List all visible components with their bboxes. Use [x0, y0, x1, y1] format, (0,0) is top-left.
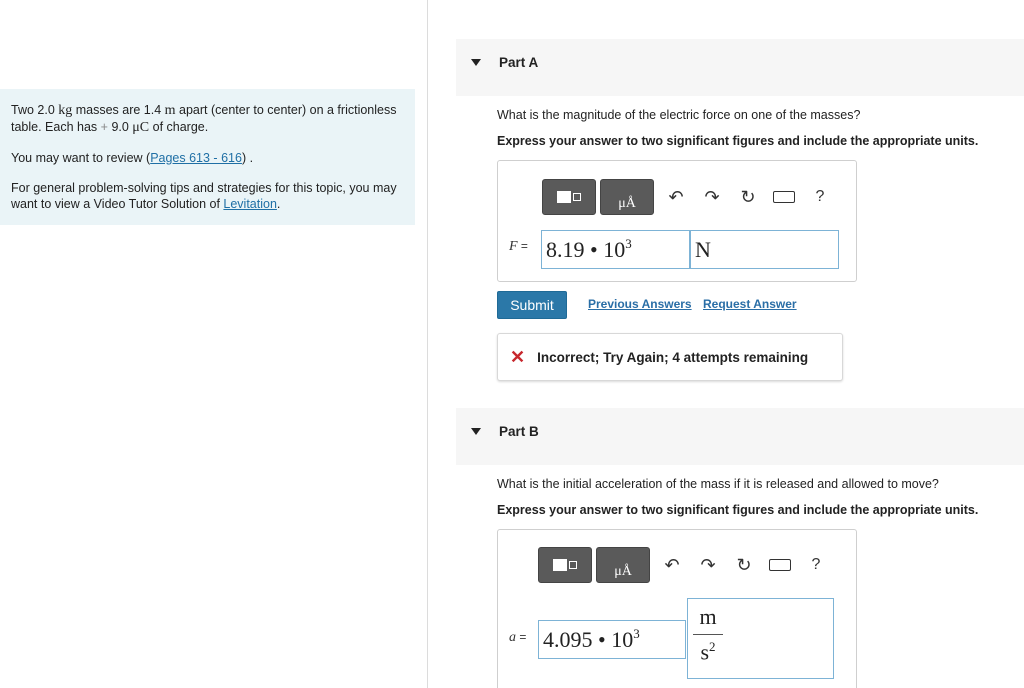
help-icon[interactable]: ?: [811, 556, 821, 573]
part-b-answer-box: [497, 529, 857, 688]
problem-statement: [0, 89, 415, 225]
value-input[interactable]: 8.19 • 10 $^3$: [541, 230, 690, 269]
units-icon: μÅ: [618, 196, 636, 211]
force-label: F =: [509, 239, 528, 254]
part-a-question: What is the magnitude of the electric force on one of the masses?: [497, 108, 861, 122]
reset-icon[interactable]: ↻: [736, 554, 752, 575]
part-a-instruction: Express your answer to two significant figures and include the appropriate units.: [497, 134, 979, 148]
caret-down-icon[interactable]: [471, 428, 481, 435]
reset-icon[interactable]: ↻: [740, 186, 756, 207]
math-toolbar: [542, 179, 838, 215]
templates-icon: [557, 191, 571, 203]
keyboard-button[interactable]: [766, 179, 802, 215]
templates-button[interactable]: [542, 179, 596, 215]
part-b-header[interactable]: [456, 408, 1024, 465]
review-text: You may want to review (Pages 613 - 616) .: [11, 151, 254, 165]
units-button[interactable]: [600, 179, 654, 215]
value-input[interactable]: 4.095 • 10 $^3$: [538, 620, 686, 659]
keyboard-icon: [769, 559, 791, 571]
templates-button[interactable]: [538, 547, 592, 583]
math-toolbar: [538, 547, 834, 583]
part-b-question: What is the initial acceleration of the mass if it is released and allowed to move?: [497, 477, 939, 491]
unit-fraction: m $s^2$: [693, 604, 723, 665]
left-pane: [0, 0, 428, 688]
part-b-instruction: Express your answer to two significant figures and include the appropriate units.: [497, 503, 979, 517]
acceleration-label: a =: [509, 630, 527, 645]
previous-answers-link[interactable]: Previous Answers: [588, 297, 692, 311]
caret-down-icon[interactable]: [471, 59, 481, 66]
units-button[interactable]: [596, 547, 650, 583]
units-icon: μÅ: [614, 564, 632, 579]
keyboard-button[interactable]: [762, 547, 798, 583]
part-a-answer-box: [497, 160, 857, 282]
undo-icon[interactable]: ↶: [668, 186, 684, 207]
feedback-box: [497, 333, 843, 381]
help-icon[interactable]: ?: [815, 188, 825, 205]
unit-input[interactable]: N: [690, 230, 839, 269]
part-b-title: Part B: [499, 424, 539, 439]
review-pages-link[interactable]: Pages 613 - 616: [150, 151, 242, 165]
redo-icon[interactable]: ↷: [700, 554, 716, 575]
submit-button[interactable]: Submit: [497, 291, 567, 319]
part-a-header[interactable]: [456, 39, 1024, 96]
levitation-link[interactable]: Levitation: [223, 197, 277, 211]
redo-icon[interactable]: ↷: [704, 186, 720, 207]
tips-text: For general problem-solving tips and strategies for this topic, you may want to view a Video Tutor Solution of Levitation.: [11, 181, 397, 211]
problem-text: Two 2.0 kg masses are 1.4 m apart (center to center) on a frictionless table. Each has + 9.0 μC of charge.: [11, 103, 397, 135]
templates-icon: [553, 559, 567, 571]
keyboard-icon: [773, 191, 795, 203]
incorrect-x-icon: ✕: [510, 346, 526, 367]
undo-icon[interactable]: ↶: [664, 554, 680, 575]
part-a-title: Part A: [499, 55, 539, 70]
request-answer-link[interactable]: Request Answer: [703, 297, 797, 311]
feedback-text: Incorrect; Try Again; 4 attempts remaining: [537, 349, 809, 365]
